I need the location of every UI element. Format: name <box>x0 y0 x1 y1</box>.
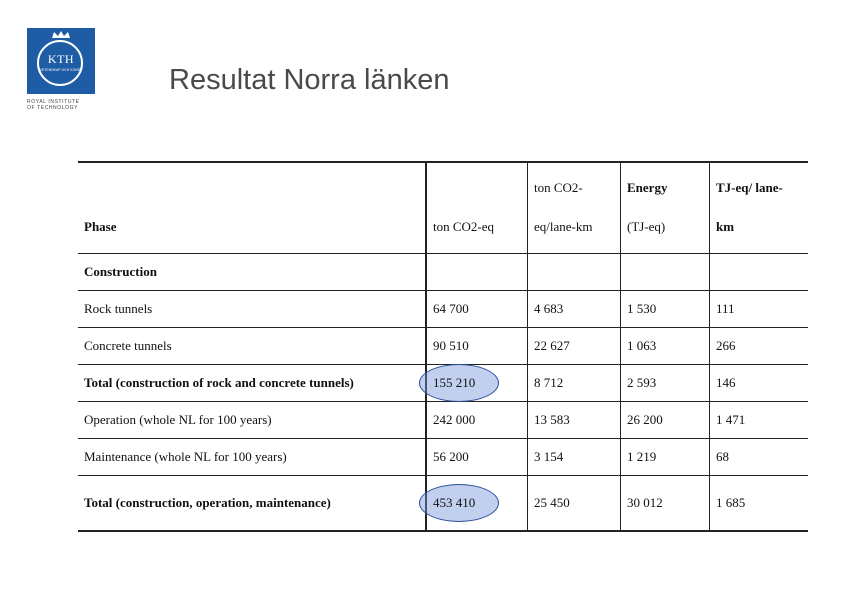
results-table <box>78 161 808 532</box>
row-ton-per-lane: 25 450 <box>528 476 621 532</box>
row-tj-per-lane: 1 471 <box>710 402 809 439</box>
table-row <box>78 365 808 402</box>
row-phase: Rock tunnels <box>78 291 426 328</box>
row-ton-per-lane: 4 683 <box>528 291 621 328</box>
row-ton-per-lane: 22 627 <box>528 328 621 365</box>
logo-caption <box>27 99 95 111</box>
header-energy-top: Energy <box>627 180 668 195</box>
logo-kth-text: KTH <box>47 52 75 66</box>
table-row <box>78 439 808 476</box>
row-tj-per-lane: 266 <box>710 328 809 365</box>
row-phase: Total (construction, operation, maintenance) <box>78 476 426 532</box>
row-ton: 56 200 <box>426 439 528 476</box>
table-row <box>78 476 808 532</box>
crown-icon <box>51 31 71 39</box>
row-tj-per-lane: 68 <box>710 439 809 476</box>
row-phase: Total (construction of rock and concrete tunnels) <box>78 365 426 402</box>
kth-logo <box>27 28 95 111</box>
logo-subtext: VETENSKAP OCH KONST <box>39 68 83 72</box>
row-tj-per-lane: 1 685 <box>710 476 809 532</box>
row-tj-per-lane: 146 <box>710 365 809 402</box>
row-phase: Operation (whole NL for 100 years) <box>78 402 426 439</box>
row-ton-highlighted <box>426 476 528 532</box>
table-row <box>78 328 808 365</box>
row-ton-value: 155 210 <box>433 375 476 390</box>
logo-caption-line2: OF TECHNOLOGY <box>27 105 79 111</box>
row-tj-per-lane: 111 <box>710 291 809 328</box>
row-ton: 64 700 <box>426 291 528 328</box>
header-tj-per-lane <box>710 162 809 254</box>
header-ton-per-lane-top: ton CO2- <box>534 180 583 195</box>
row-phase: Maintenance (whole NL for 100 years) <box>78 439 426 476</box>
row-ton-per-lane: 3 154 <box>528 439 621 476</box>
row-ton-highlighted <box>426 365 528 402</box>
row-ton-per-lane: 13 583 <box>528 402 621 439</box>
header-tj-per-lane-top: TJ-eq/ lane- <box>716 180 783 195</box>
header-energy-bottom: (TJ-eq) <box>627 219 666 234</box>
section-construction: Construction <box>78 254 426 291</box>
row-energy: 1 530 <box>621 291 710 328</box>
header-phase: Phase <box>78 162 426 254</box>
page-title: Resultat Norra länken <box>169 64 450 96</box>
row-energy: 26 200 <box>621 402 710 439</box>
row-energy: 30 012 <box>621 476 710 532</box>
table-row <box>78 402 808 439</box>
row-ton-per-lane: 8 712 <box>528 365 621 402</box>
highlight <box>433 495 475 511</box>
table-header-row <box>78 162 808 254</box>
row-energy: 1 063 <box>621 328 710 365</box>
header-ton-co2: ton CO2-eq <box>426 162 528 254</box>
table-section-row <box>78 254 808 291</box>
logo-caption-line1: ROYAL INSTITUTE <box>27 99 80 105</box>
header-tj-per-lane-bottom: km <box>716 219 735 234</box>
header-energy <box>621 162 710 254</box>
row-ton: 90 510 <box>426 328 528 365</box>
highlight <box>433 375 475 391</box>
table-row <box>78 291 808 328</box>
row-energy: 2 593 <box>621 365 710 402</box>
row-energy: 1 219 <box>621 439 710 476</box>
row-ton: 242 000 <box>426 402 528 439</box>
row-ton-value: 453 410 <box>433 495 476 510</box>
kth-logo-shield <box>27 28 95 94</box>
header-ton-per-lane-bottom: eq/lane-km <box>534 219 593 234</box>
row-phase: Concrete tunnels <box>78 328 426 365</box>
header-ton-per-lane <box>528 162 621 254</box>
